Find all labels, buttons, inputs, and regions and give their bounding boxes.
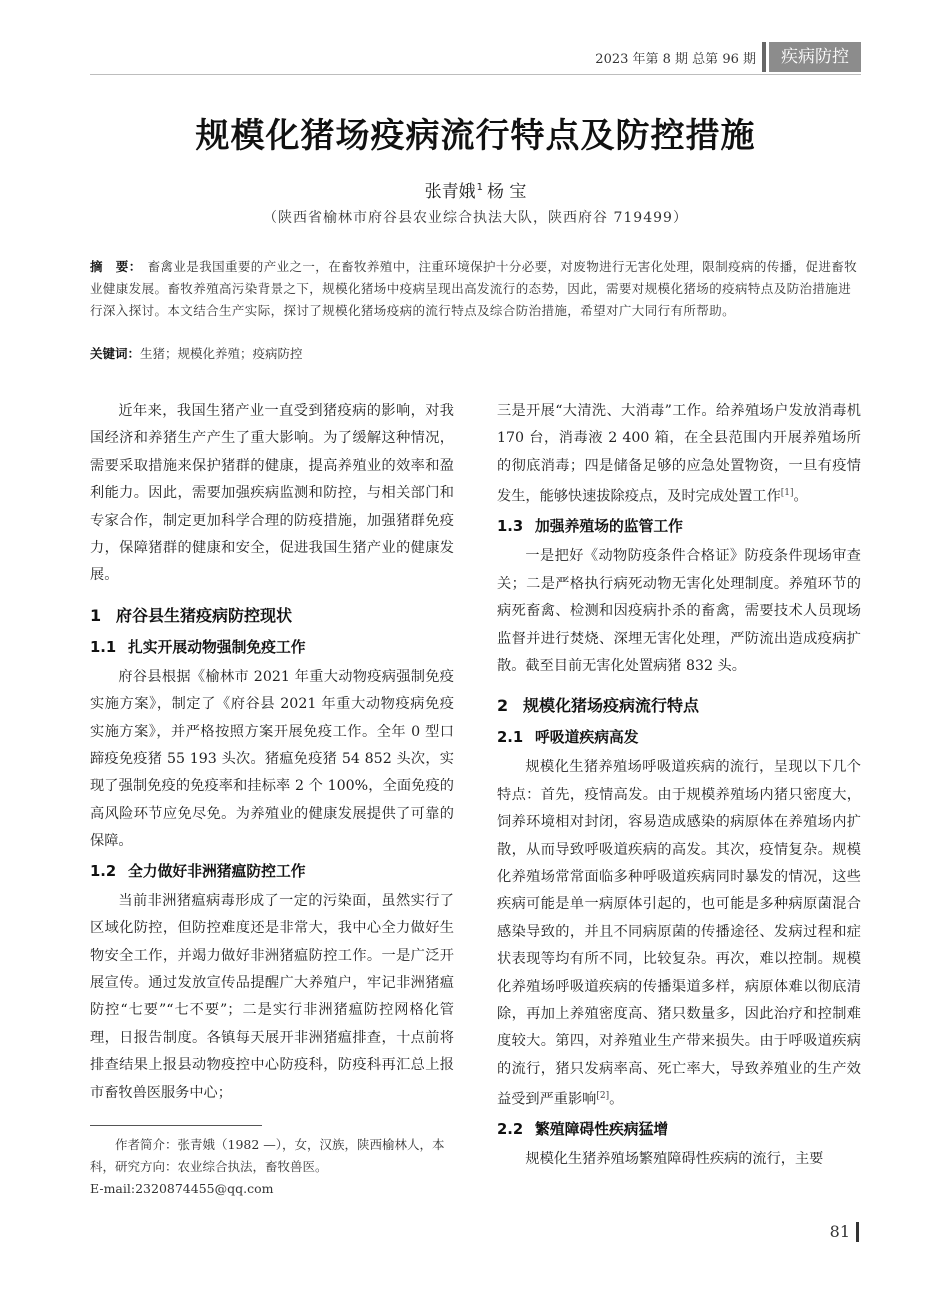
paragraph-2-1 — [497, 754, 861, 1114]
header-divider-bar — [762, 42, 766, 72]
affiliation: （陕西省榆林市府谷县农业综合执法大队，陕西府谷 719499） — [263, 210, 688, 226]
citation-ref: [1] — [780, 488, 794, 499]
section-heading-2-1 — [497, 724, 861, 752]
author-name: 张青娥 — [424, 182, 476, 202]
section-number: 2.2 — [497, 1121, 524, 1139]
section-heading-1 — [90, 602, 454, 630]
section-number: 1.2 — [90, 862, 117, 880]
section-number: 1.3 — [497, 518, 524, 536]
keywords-label: 关键词： — [90, 346, 141, 361]
header-rule — [90, 74, 861, 75]
paragraph-end: 。 — [609, 1092, 624, 1108]
section-tag: 疾病防控 — [769, 42, 861, 72]
section-title: 府谷县生猪疫病防控现状 — [116, 605, 293, 625]
paragraph-2-2: 规模化生猪养殖场繁殖障碍性疾病的流行，主要 — [525, 1151, 824, 1168]
right-column — [497, 398, 861, 1174]
section-title: 规模化猪场疫病流行特点 — [523, 696, 700, 716]
section-number: 2 — [497, 696, 509, 716]
section-title: 加强养殖场的监管工作 — [535, 518, 683, 536]
paragraph-text: 三是开展“大清洗、大消毒”工作。给养殖场户发放消毒机 170 台，消毒液 2 400 箱，在全县范围内开展养殖场所的彻底消毒；四是储备足够的应急处置物资，一旦有疫情发生，能够快速拔除疫点，及时完成处置工作 — [497, 403, 861, 505]
section-heading-1-1 — [90, 634, 454, 662]
issue-info: 2023 年第 8 期 总第 96 期 — [595, 52, 756, 67]
intro-paragraph: 近年来，我国生猪产业一直受到猪疫病的影响，对我国经济和养猪生产产生了重大影响。为了缓解这种情况，需要采取措施来保护猪群的健康，提高养殖业的效率和盈利能力。因此，需要加强疾病监测和防控，与相关部门和专家合作，制定更加科学合理的防疫措施，加强猪群免疫力，保障猪群的健康和安全，促进我国生猪产业的健康发展。 — [90, 403, 454, 584]
footnote-rule — [90, 1125, 262, 1126]
section-number: 1.1 — [90, 638, 117, 656]
article-title: 规模化猪场疫病流行特点及防控措施 — [195, 116, 756, 156]
paragraph-end: 。 — [793, 488, 808, 505]
section-title: 扎实开展动物强制免疫工作 — [128, 638, 306, 656]
author-bio: 作者简介：张青娥（1982 —），女，汉族，陕西榆林人，本科，研究方向：农业综合执法，畜牧兽医。 — [90, 1137, 445, 1174]
section-title: 繁殖障碍性疾病猛增 — [535, 1121, 669, 1139]
section-title: 全力做好非洲猪瘟防控工作 — [128, 862, 306, 880]
author-superscript: 1 — [476, 182, 483, 194]
paragraph-text: 规模化生猪养殖场呼吸道疾病的流行，呈现以下几个特点：首先，疫情高发。由于规模养殖场内猪只密度大，饲养环境相对封闭，容易造成感染的病原体在养殖场内扩散，从而导致呼吸道疾病的高发。其次，疫情复杂。规模化养殖场常常面临多种呼吸道疾病同时暴发的情况，这些疾病可能是单一病原体引起的，也可能是多种病原菌混合感染导致的，并且不同病原菌的传播途径、发病过程和症状表现等均有所不同，比较复杂。再次，难以控制。规模化养殖场呼吸道疾病的传播渠道多样，病原体难以彻底清除，再加上养殖密度高、猪只数量多，因此治疗和控制难度较大。第四，对养殖业生产带来损失。由于呼吸道疾病的流行，猪只发病率高、死亡率大，导致养殖业的生产效益受到严重影响 — [497, 759, 861, 1108]
section-heading-1-3 — [497, 513, 861, 541]
author-line — [90, 177, 861, 202]
section-heading-1-2 — [90, 858, 454, 886]
left-column — [90, 398, 454, 1107]
footnote — [90, 1134, 454, 1200]
section-number: 2.1 — [497, 729, 524, 747]
abstract-label: 摘 要： — [90, 259, 142, 274]
section-number: 1 — [90, 605, 102, 625]
section-title: 呼吸道疾病高发 — [535, 729, 639, 747]
paragraph-1-2: 当前非洲猪瘟病毒形成了一定的污染面，虽然实行了区域化防控，但防控难度还是非常大，我中心全力做好生物安全工作，并竭力做好非洲猪瘟防控工作。一是广泛开展宣传。通过发放宣传品提醒广大养殖户，牢记非洲猪瘟防控“七要”“七不要”；二是实行非洲猪瘟防控网格化管理，日报告制度。各镇每天展开非洲猪瘟排查，十点前将排查结果上报县动物疫控中心防疫科，防疫科再汇总上报市畜牧兽医服务中心； — [90, 892, 454, 1101]
keywords-text: 生猪；规模化养殖；疫病防控 — [140, 346, 303, 361]
section-heading-2 — [497, 692, 861, 720]
section-heading-2-2 — [497, 1116, 861, 1144]
paragraph-1-1: 府谷县根据《榆林市 2021 年重大动物疫病强制免疫实施方案》，制定了《府谷县 2021 年重大动物疫病免疫实施方案》，并严格按照方案开展免疫工作。全年 0 型口蹄疫免疫猪 55 193 头次。猪瘟免疫猪 54 852 头次，实现了强制免疫的免疫率和挂标率 2 个 100%，全面免疫的高风险环节应免尽免。为养殖业的健康发展提供了可靠的保障。 — [90, 668, 454, 850]
paragraph-1-3: 一是把好《动物防疫条件合格证》防疫条件现场审查关；二是严格执行病死动物无害化处理制度。养殖环节的病死畜禽、检测和因疫病扑杀的畜禽，需要技术人员现场监督并进行焚烧、深埋无害化处理，严防流出造成疫病扩散。截至目前无害化处置病猪 832 头。 — [497, 548, 861, 674]
paragraph-1-2-continued — [497, 398, 861, 511]
author-name: 杨 宝 — [486, 182, 527, 202]
author-email: E-mail:2320874455@qq.com — [90, 1181, 274, 1196]
citation-ref: [2] — [596, 1091, 610, 1102]
page-number-bar — [856, 1222, 859, 1242]
keywords — [90, 344, 861, 364]
page-number: 81 — [829, 1222, 850, 1241]
abstract-text: 畜禽业是我国重要的产业之一，在畜牧养殖中，注重环境保护十分必要，对废物进行无害化处理，限制疫病的传播，促进畜牧业健康发展。畜牧养殖高污染背景之下，规模化猪场中疫病呈现出高发流行的态势，因此，需要对规模化猪场的疫病特点及防治措施进行深入探讨。本文结合生产实际，探讨了规模化猪场疫病的流行特点及综合防治措施，希望对广大同行有所帮助。 — [90, 259, 858, 318]
abstract — [90, 256, 861, 322]
